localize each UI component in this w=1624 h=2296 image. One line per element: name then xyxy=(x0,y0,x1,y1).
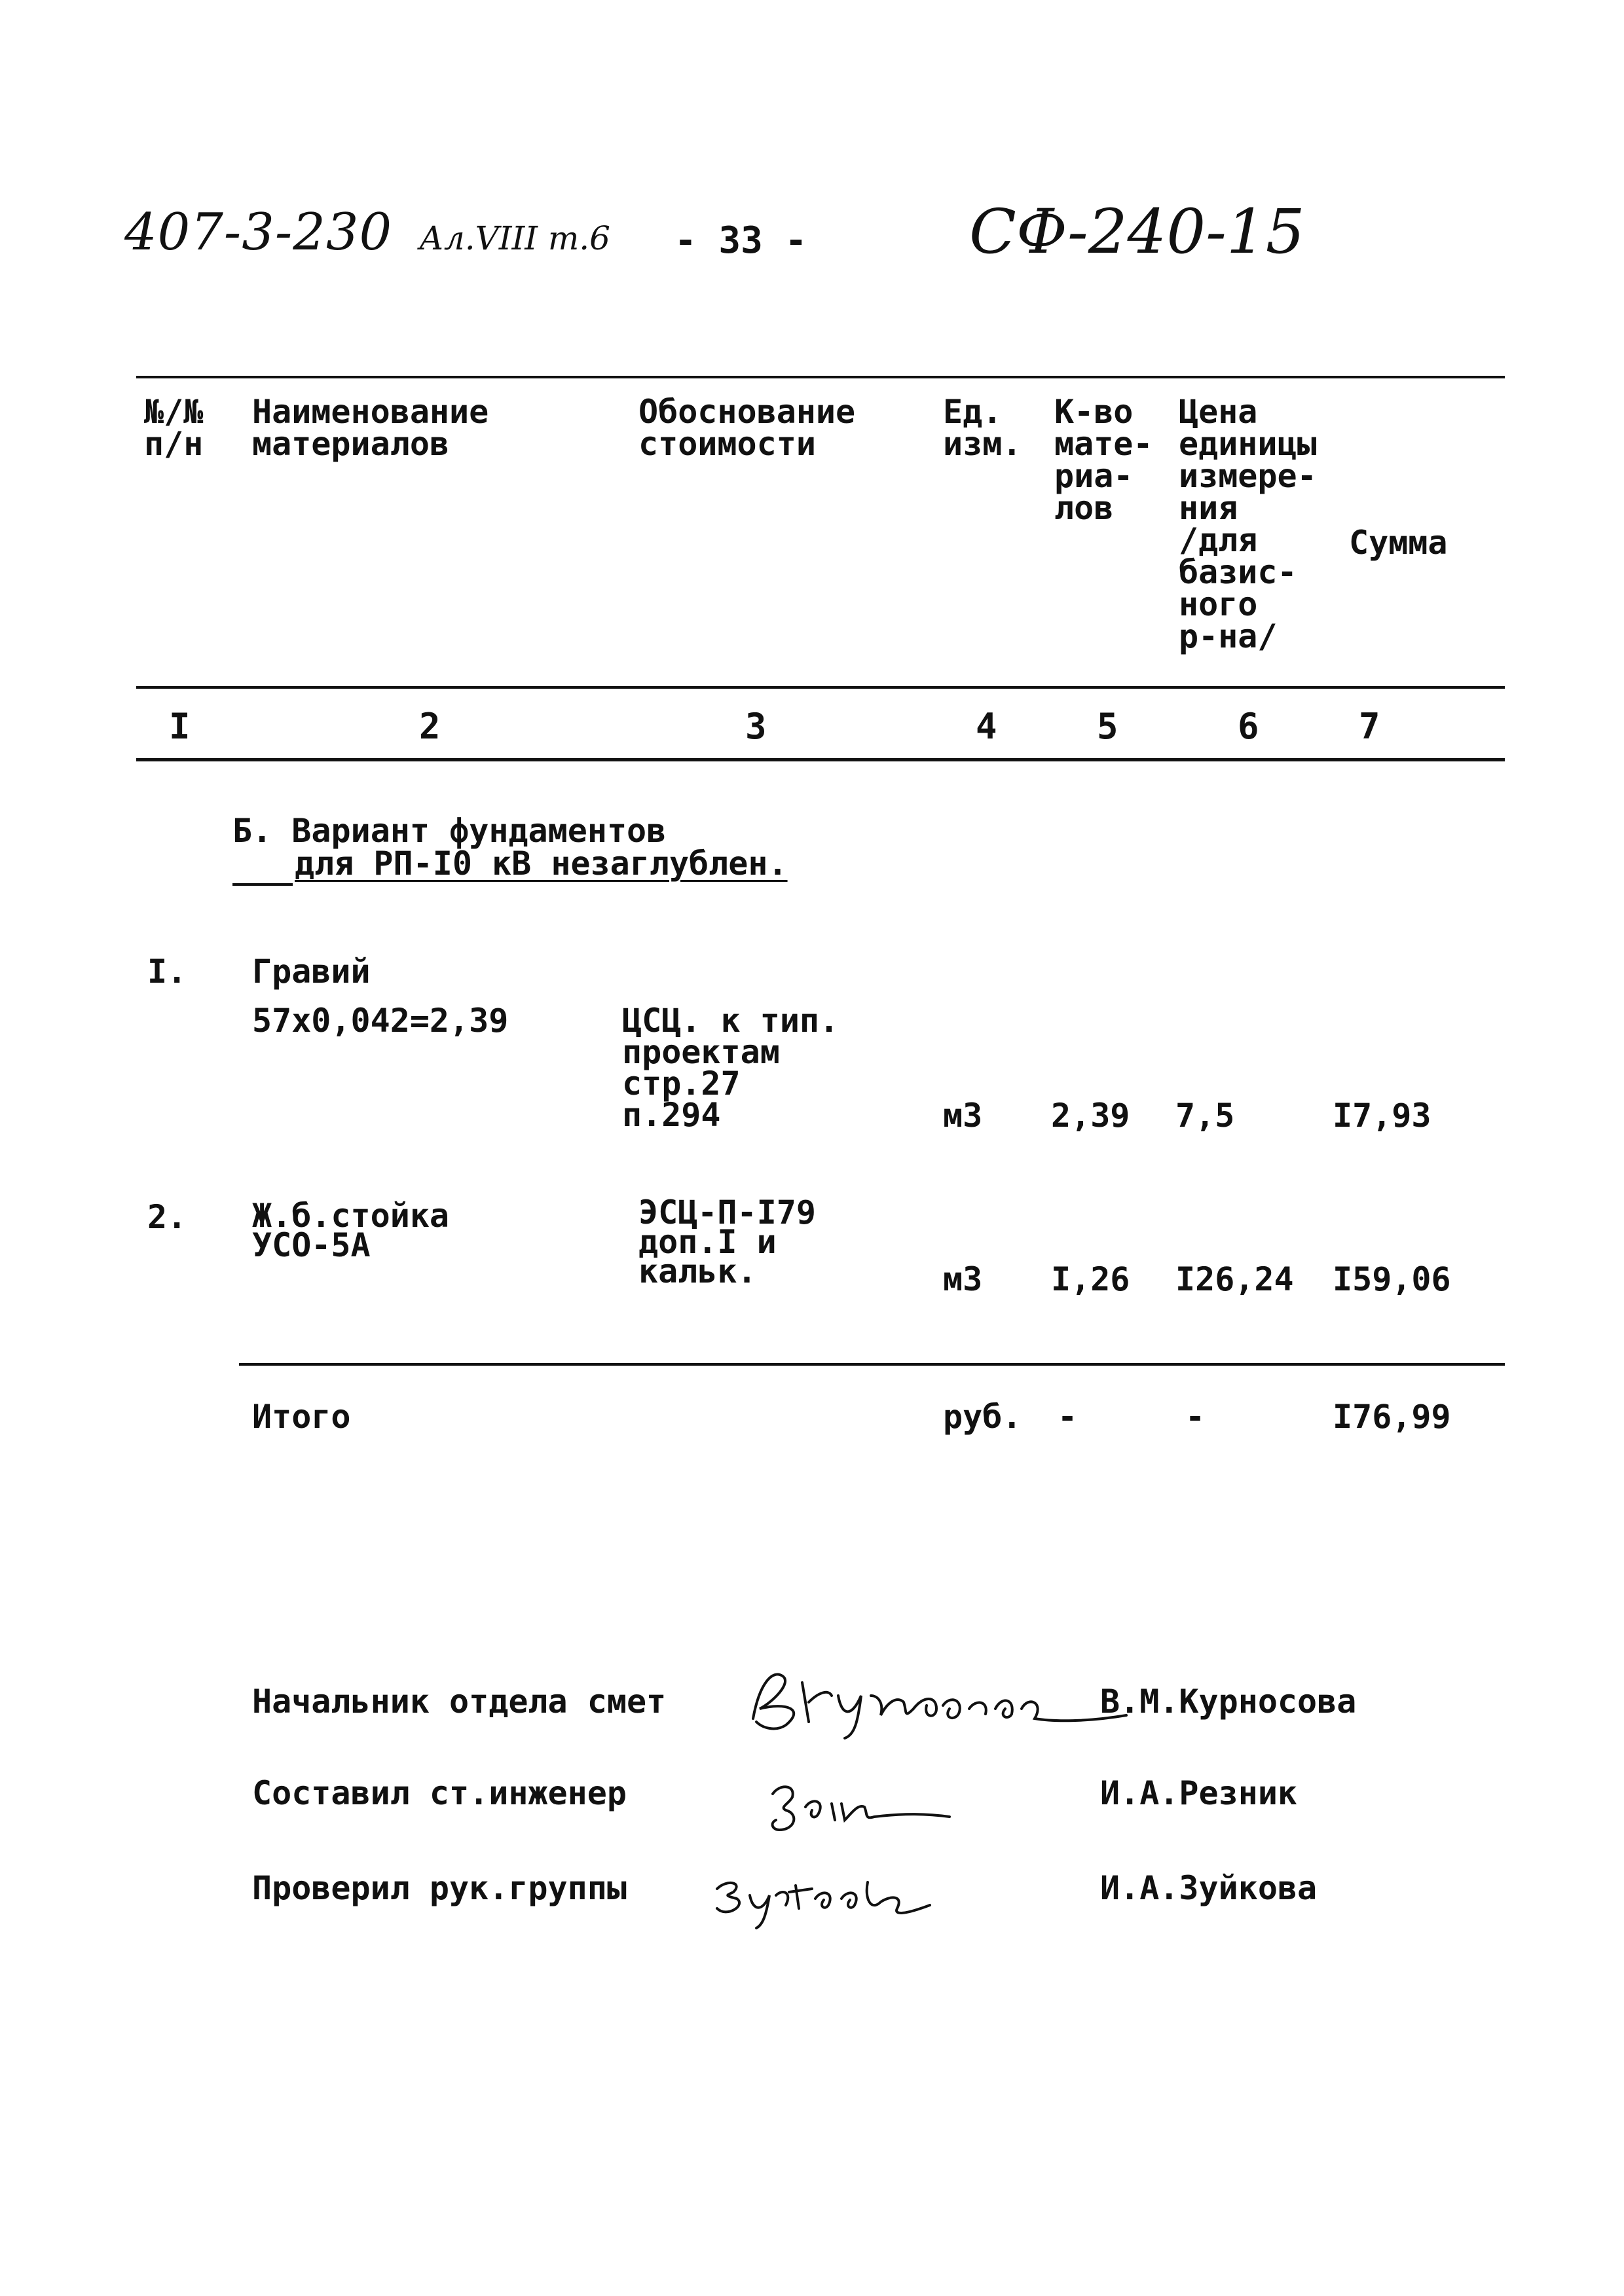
table-top-rule xyxy=(136,376,1505,378)
row2-unit: м3 xyxy=(943,1260,983,1298)
row1-name: Гравий xyxy=(252,953,371,991)
signature-name-engineer: И.А.Резник xyxy=(1100,1774,1298,1812)
col-number-3: 3 xyxy=(745,706,767,747)
col-number-2: 2 xyxy=(419,706,441,747)
col-header-unit-line2: изм. xyxy=(943,425,1022,463)
signature-role-engineer: Составил ст.инженер xyxy=(252,1774,627,1812)
signature-name-checker: И.А.Зуйкова xyxy=(1100,1869,1318,1907)
handwritten-signature-kurnosova xyxy=(747,1656,1139,1741)
col-number-7: 7 xyxy=(1359,706,1380,747)
col-number-6: 6 xyxy=(1238,706,1259,747)
header-bottom-rule xyxy=(136,686,1505,689)
handwritten-signature-reznik xyxy=(760,1768,956,1846)
col-number-1: I xyxy=(169,706,191,747)
col-header-number-line2: п/н xyxy=(144,425,204,463)
row2-number: 2. xyxy=(147,1198,187,1236)
col-header-number-line1: №/№ xyxy=(144,393,204,431)
col-header-basis-line2: стоимости xyxy=(638,425,816,463)
col-header-name xyxy=(252,393,489,463)
col-header-name-line1: Наименование xyxy=(252,393,489,431)
row1-calc: 57х0,042=2,39 xyxy=(252,1002,509,1040)
signature-role-checker: Проверил рук.группы xyxy=(252,1869,627,1907)
row2-name: Ж.б.стойка УСО-5А xyxy=(252,1197,450,1264)
total-sum: I76,99 xyxy=(1333,1398,1451,1436)
col-header-basis xyxy=(638,393,856,463)
signature-name-head: В.М.Курносова xyxy=(1100,1683,1357,1721)
handwritten-signature-zuykova xyxy=(707,1859,943,1931)
doc-code: 407-3-230 xyxy=(124,203,393,262)
col-number-5: 5 xyxy=(1097,706,1118,747)
section-title-line1: Б. Вариант фундаментов xyxy=(232,812,667,850)
col-header-basis-line1: Обоснование xyxy=(638,393,856,431)
row1-number: I. xyxy=(147,953,187,991)
col-header-sum: Сумма xyxy=(1349,524,1448,562)
total-unit: руб. xyxy=(943,1398,1022,1436)
row2-sum: I59,06 xyxy=(1333,1260,1451,1298)
signature-role-head: Начальник отдела смет xyxy=(252,1683,667,1721)
row1-basis: ЦСЦ. к тип. проектам стр.27 п.294 xyxy=(622,1002,840,1134)
row1-price: 7,5 xyxy=(1175,1097,1235,1135)
page-number: - 33 - xyxy=(674,219,807,262)
row1-unit: м3 xyxy=(943,1097,983,1135)
col-number-4: 4 xyxy=(976,706,997,747)
row2-basis: ЭСЦ-П-I79 доп.I и кальк. xyxy=(638,1194,816,1290)
row1-sum: I7,93 xyxy=(1333,1097,1431,1135)
row2-quantity: I,26 xyxy=(1051,1260,1130,1298)
row2-price: I26,24 xyxy=(1175,1260,1294,1298)
col-header-unit-line1: Ед. xyxy=(943,393,1003,431)
col-header-unit xyxy=(943,393,1022,463)
section-title-line2: для РП-I0 кВ незаглублен. xyxy=(295,845,788,883)
total-label: Итого xyxy=(252,1398,351,1436)
section-title-underline-lead xyxy=(232,883,293,886)
col-header-number xyxy=(144,393,204,463)
numbers-bottom-rule xyxy=(136,758,1505,761)
total-quantity: - xyxy=(1058,1398,1078,1436)
col-header-quantity: К-во мате- риа- лов xyxy=(1054,393,1153,527)
col-header-price: Цена единицы измере- ния /для базис- ного р-на/ xyxy=(1179,393,1317,655)
total-top-rule xyxy=(239,1363,1505,1366)
col-header-name-line2: материалов xyxy=(252,425,450,463)
total-price: - xyxy=(1185,1398,1206,1436)
sheet-code: СФ-240-15 xyxy=(969,196,1305,268)
row1-quantity: 2,39 xyxy=(1051,1097,1130,1135)
album-number: Ал.VIII т.6 xyxy=(419,219,610,257)
